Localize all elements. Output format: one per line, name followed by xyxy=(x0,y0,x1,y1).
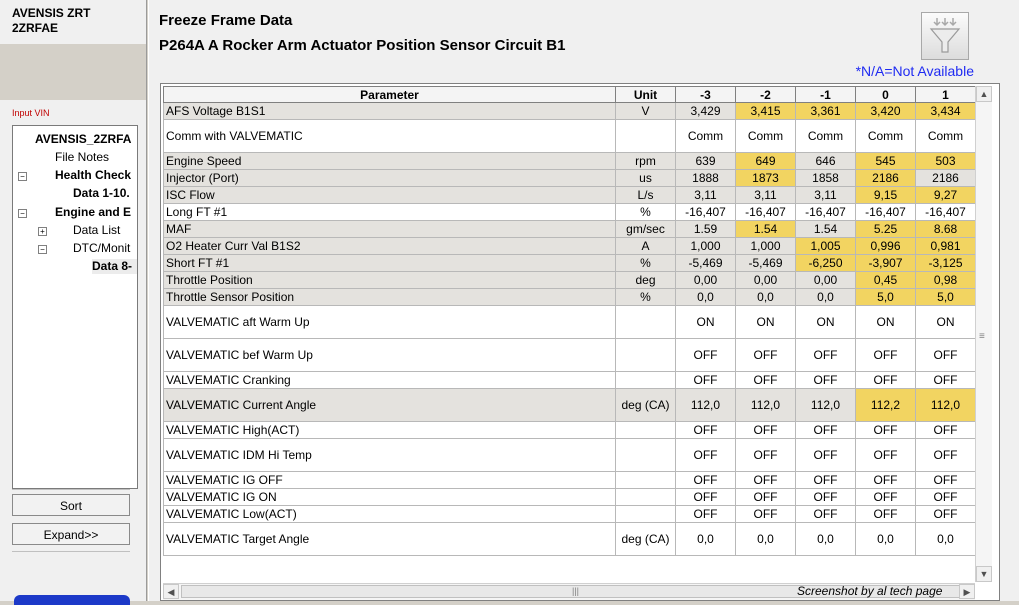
filter-funnel-icon-graphic xyxy=(922,13,968,59)
value-cell: OFF xyxy=(856,372,916,389)
scroll-thumb-grip-icon[interactable]: ≡ xyxy=(979,331,985,342)
table-row[interactable] xyxy=(164,523,976,556)
value-cell: 503 xyxy=(916,153,976,170)
value-cell: 646 xyxy=(796,153,856,170)
unit-cell xyxy=(616,306,676,339)
tree-item[interactable]: File Notes xyxy=(55,150,110,164)
value-cell: 1.54 xyxy=(736,221,796,238)
value-cell: 3,11 xyxy=(736,187,796,204)
column-header-unit[interactable]: Unit xyxy=(616,87,676,103)
unit-cell xyxy=(616,120,676,153)
table-row[interactable] xyxy=(164,153,976,170)
value-cell: -16,407 xyxy=(676,204,736,221)
value-cell: -16,407 xyxy=(796,204,856,221)
value-cell: -5,469 xyxy=(736,255,796,272)
value-cell: 0,0 xyxy=(676,289,736,306)
table-row[interactable] xyxy=(164,489,976,506)
table-row[interactable] xyxy=(164,422,976,439)
value-cell: OFF xyxy=(916,489,976,506)
tree-item[interactable]: AVENSIS_2ZRFA xyxy=(35,132,132,146)
parameter-cell: O2 Heater Curr Val B1S2 xyxy=(164,238,616,255)
table-row[interactable] xyxy=(164,204,976,221)
value-cell: OFF xyxy=(736,439,796,472)
value-cell: OFF xyxy=(676,506,736,523)
value-cell: 0,0 xyxy=(736,289,796,306)
value-cell: 5,0 xyxy=(916,289,976,306)
page-title: Freeze Frame Data xyxy=(159,12,293,29)
value-cell: Comm xyxy=(916,120,976,153)
table-row[interactable] xyxy=(164,389,976,422)
value-cell: 3,434 xyxy=(916,103,976,120)
parameter-cell: VALVEMATIC IG OFF xyxy=(164,472,616,489)
value-cell: -16,407 xyxy=(736,204,796,221)
table-row[interactable] xyxy=(164,238,976,255)
vehicle-name xyxy=(12,6,90,36)
table-row[interactable] xyxy=(164,272,976,289)
unit-cell: % xyxy=(616,289,676,306)
value-cell: 0,98 xyxy=(916,272,976,289)
parameter-cell: MAF xyxy=(164,221,616,238)
column-header-frame[interactable]: 1 xyxy=(916,87,976,103)
parameter-cell: Throttle Sensor Position xyxy=(164,289,616,306)
value-cell: 112,0 xyxy=(916,389,976,422)
parameter-cell: VALVEMATIC Low(ACT) xyxy=(164,506,616,523)
value-cell: OFF xyxy=(736,339,796,372)
value-cell: 9,27 xyxy=(916,187,976,204)
tree-item[interactable]: Data 8- xyxy=(92,259,137,274)
value-cell: ON xyxy=(676,306,736,339)
value-cell: OFF xyxy=(676,372,736,389)
value-cell: OFF xyxy=(916,506,976,523)
value-cell: OFF xyxy=(796,489,856,506)
sort-button[interactable]: Sort xyxy=(12,494,130,516)
tree-item[interactable]: Health Check xyxy=(55,168,132,182)
value-cell: OFF xyxy=(796,506,856,523)
value-cell: 0,0 xyxy=(676,523,736,556)
parameter-cell: ISC Flow xyxy=(164,187,616,204)
value-cell: 3,11 xyxy=(796,187,856,204)
value-cell: OFF xyxy=(736,489,796,506)
value-cell: OFF xyxy=(796,339,856,372)
value-cell: 0,0 xyxy=(736,523,796,556)
parameter-cell: Long FT #1 xyxy=(164,204,616,221)
unit-cell xyxy=(616,339,676,372)
table-row[interactable] xyxy=(164,439,976,472)
value-cell: OFF xyxy=(676,489,736,506)
table-row[interactable] xyxy=(164,120,976,153)
value-cell: -3,125 xyxy=(916,255,976,272)
value-cell: OFF xyxy=(736,372,796,389)
value-cell: 0,0 xyxy=(916,523,976,556)
value-cell: 3,420 xyxy=(856,103,916,120)
value-cell: 0,00 xyxy=(796,272,856,289)
value-cell: 639 xyxy=(676,153,736,170)
value-cell: 545 xyxy=(856,153,916,170)
parameter-cell: Injector (Port) xyxy=(164,170,616,187)
unit-cell: deg (CA) xyxy=(616,523,676,556)
value-cell: 8.68 xyxy=(916,221,976,238)
unit-cell xyxy=(616,372,676,389)
value-cell: ON xyxy=(796,306,856,339)
value-cell: OFF xyxy=(856,472,916,489)
table-row[interactable] xyxy=(164,255,976,272)
scroll-thumb-grip-icon: ||| xyxy=(572,586,580,596)
unit-cell: % xyxy=(616,204,676,221)
vehicle-engine: 2ZRFAE xyxy=(12,21,59,35)
unit-cell: deg xyxy=(616,272,676,289)
unit-cell xyxy=(616,472,676,489)
tree-item[interactable]: Data 1-10. xyxy=(73,186,130,200)
value-cell: 0,0 xyxy=(796,289,856,306)
value-cell: OFF xyxy=(676,422,736,439)
table-row[interactable] xyxy=(164,506,976,523)
filter-funnel-icon[interactable] xyxy=(921,12,969,60)
table-header xyxy=(164,87,976,103)
input-vin-label: Input VIN xyxy=(12,108,50,118)
value-cell: OFF xyxy=(796,422,856,439)
vehicle-model: AVENSIS ZRT xyxy=(12,6,91,20)
parameter-cell: VALVEMATIC bef Warm Up xyxy=(164,339,616,372)
value-cell: -3,907 xyxy=(856,255,916,272)
table-row[interactable] xyxy=(164,306,976,339)
unit-cell: gm/sec xyxy=(616,221,676,238)
table-row[interactable] xyxy=(164,103,976,120)
unit-cell: A xyxy=(616,238,676,255)
tree-item[interactable]: DTC/Monit xyxy=(73,241,131,255)
column-header-frame[interactable]: -2 xyxy=(736,87,796,103)
tree-expander-icon[interactable]: + xyxy=(38,227,47,236)
unit-cell xyxy=(616,439,676,472)
parameter-cell: Engine Speed xyxy=(164,153,616,170)
unit-cell: us xyxy=(616,170,676,187)
value-cell: ON xyxy=(916,306,976,339)
parameter-cell: VALVEMATIC High(ACT) xyxy=(164,422,616,439)
tree-item[interactable]: Data List xyxy=(73,223,121,237)
value-cell: 0,00 xyxy=(736,272,796,289)
value-cell: 1858 xyxy=(796,170,856,187)
main-panel xyxy=(148,0,1019,601)
value-cell: OFF xyxy=(736,472,796,489)
tree-expander-icon[interactable]: − xyxy=(18,209,27,218)
value-cell: 1.59 xyxy=(676,221,736,238)
parameter-cell: Throttle Position xyxy=(164,272,616,289)
value-cell: 112,0 xyxy=(676,389,736,422)
value-cell: OFF xyxy=(796,472,856,489)
value-cell: 0,996 xyxy=(856,238,916,255)
value-cell: -6,250 xyxy=(796,255,856,272)
value-cell: OFF xyxy=(856,439,916,472)
column-header-frame[interactable]: 0 xyxy=(856,87,916,103)
parameter-cell: VALVEMATIC IG ON xyxy=(164,489,616,506)
value-cell: OFF xyxy=(856,422,916,439)
value-cell: 649 xyxy=(736,153,796,170)
unit-cell: rpm xyxy=(616,153,676,170)
value-cell: OFF xyxy=(916,472,976,489)
unit-cell: V xyxy=(616,103,676,120)
unit-cell xyxy=(616,506,676,523)
value-cell: 1.54 xyxy=(796,221,856,238)
value-cell: 1888 xyxy=(676,170,736,187)
value-cell: 1873 xyxy=(736,170,796,187)
value-cell: Comm xyxy=(796,120,856,153)
unit-cell xyxy=(616,422,676,439)
freeze-frame-table xyxy=(163,86,976,556)
value-cell: 1,000 xyxy=(676,238,736,255)
value-cell: OFF xyxy=(736,506,796,523)
session-tree[interactable] xyxy=(12,125,138,489)
column-header-frame[interactable]: -1 xyxy=(796,87,856,103)
value-cell: OFF xyxy=(856,339,916,372)
value-cell: 1,005 xyxy=(796,238,856,255)
parameter-cell: AFS Voltage B1S1 xyxy=(164,103,616,120)
unit-cell: deg (CA) xyxy=(616,389,676,422)
value-cell: 3,429 xyxy=(676,103,736,120)
value-cell: 112,0 xyxy=(796,389,856,422)
tree-expander-icon[interactable]: − xyxy=(18,172,27,181)
dtc-description: P264A A Rocker Arm Actuator Position Sensor Circuit B1 xyxy=(159,37,566,54)
value-cell: OFF xyxy=(676,472,736,489)
table-row[interactable] xyxy=(164,187,976,204)
table-row[interactable] xyxy=(164,221,976,238)
value-cell: ON xyxy=(736,306,796,339)
value-cell: OFF xyxy=(676,439,736,472)
value-cell: OFF xyxy=(796,372,856,389)
value-cell: ON xyxy=(856,306,916,339)
tree-item[interactable]: Engine and E xyxy=(55,205,132,219)
scroll-up-icon[interactable]: ▲ xyxy=(976,86,992,102)
left-panel xyxy=(0,0,147,601)
freeze-frame-grid xyxy=(160,83,1000,601)
value-cell: 5.25 xyxy=(856,221,916,238)
value-cell: 5,0 xyxy=(856,289,916,306)
value-cell: Comm xyxy=(736,120,796,153)
parameter-cell: VALVEMATIC Current Angle xyxy=(164,389,616,422)
value-cell: -16,407 xyxy=(856,204,916,221)
value-cell: OFF xyxy=(916,439,976,472)
value-cell: 0,45 xyxy=(856,272,916,289)
table-row[interactable] xyxy=(164,170,976,187)
value-cell: 0,00 xyxy=(676,272,736,289)
value-cell: 112,2 xyxy=(856,389,916,422)
value-cell: -16,407 xyxy=(916,204,976,221)
value-cell: OFF xyxy=(856,506,916,523)
value-cell: 3,361 xyxy=(796,103,856,120)
value-cell: 9,15 xyxy=(856,187,916,204)
parameter-cell: VALVEMATIC aft Warm Up xyxy=(164,306,616,339)
divider xyxy=(12,551,130,552)
vertical-scrollbar[interactable] xyxy=(975,86,992,582)
value-cell: 0,0 xyxy=(796,523,856,556)
value-cell: OFF xyxy=(796,439,856,472)
value-cell: Comm xyxy=(856,120,916,153)
value-cell: OFF xyxy=(916,372,976,389)
value-cell: 2186 xyxy=(856,170,916,187)
value-cell: OFF xyxy=(856,489,916,506)
value-cell: 3,11 xyxy=(676,187,736,204)
table-row[interactable] xyxy=(164,472,976,489)
column-header-frame[interactable]: -3 xyxy=(676,87,736,103)
tree-expander-icon[interactable]: − xyxy=(38,245,47,254)
na-legend: *N/A=Not Available xyxy=(855,63,974,79)
blue-tab-button[interactable] xyxy=(14,595,130,605)
unit-cell xyxy=(616,489,676,506)
scroll-down-icon[interactable]: ▼ xyxy=(976,566,992,582)
scroll-left-icon[interactable]: ◀ xyxy=(163,584,179,599)
unit-cell: L/s xyxy=(616,187,676,204)
parameter-cell: Short FT #1 xyxy=(164,255,616,272)
value-cell: OFF xyxy=(676,339,736,372)
parameter-cell: VALVEMATIC IDM Hi Temp xyxy=(164,439,616,472)
screenshot-credit: Screenshot by al tech page xyxy=(797,584,943,598)
unit-cell: % xyxy=(616,255,676,272)
column-header-parameter[interactable]: Parameter xyxy=(164,87,616,103)
parameter-cell: Comm with VALVEMATIC xyxy=(164,120,616,153)
value-cell: 0,0 xyxy=(856,523,916,556)
value-cell: 1,000 xyxy=(736,238,796,255)
value-cell: Comm xyxy=(676,120,736,153)
table-row[interactable] xyxy=(164,372,976,389)
table-row[interactable] xyxy=(164,339,976,372)
parameter-cell: VALVEMATIC Target Angle xyxy=(164,523,616,556)
value-cell: 3,415 xyxy=(736,103,796,120)
value-cell: 112,0 xyxy=(736,389,796,422)
value-cell: OFF xyxy=(736,422,796,439)
divider xyxy=(12,489,130,490)
value-cell: OFF xyxy=(916,339,976,372)
value-cell: 2186 xyxy=(916,170,976,187)
expand-button[interactable]: Expand>> xyxy=(12,523,130,545)
value-cell: -5,469 xyxy=(676,255,736,272)
parameter-cell: VALVEMATIC Cranking xyxy=(164,372,616,389)
table-row[interactable] xyxy=(164,289,976,306)
value-cell: 0,981 xyxy=(916,238,976,255)
value-cell: OFF xyxy=(916,422,976,439)
scroll-right-icon[interactable]: ▶ xyxy=(959,584,975,599)
left-panel-gap xyxy=(0,44,146,100)
